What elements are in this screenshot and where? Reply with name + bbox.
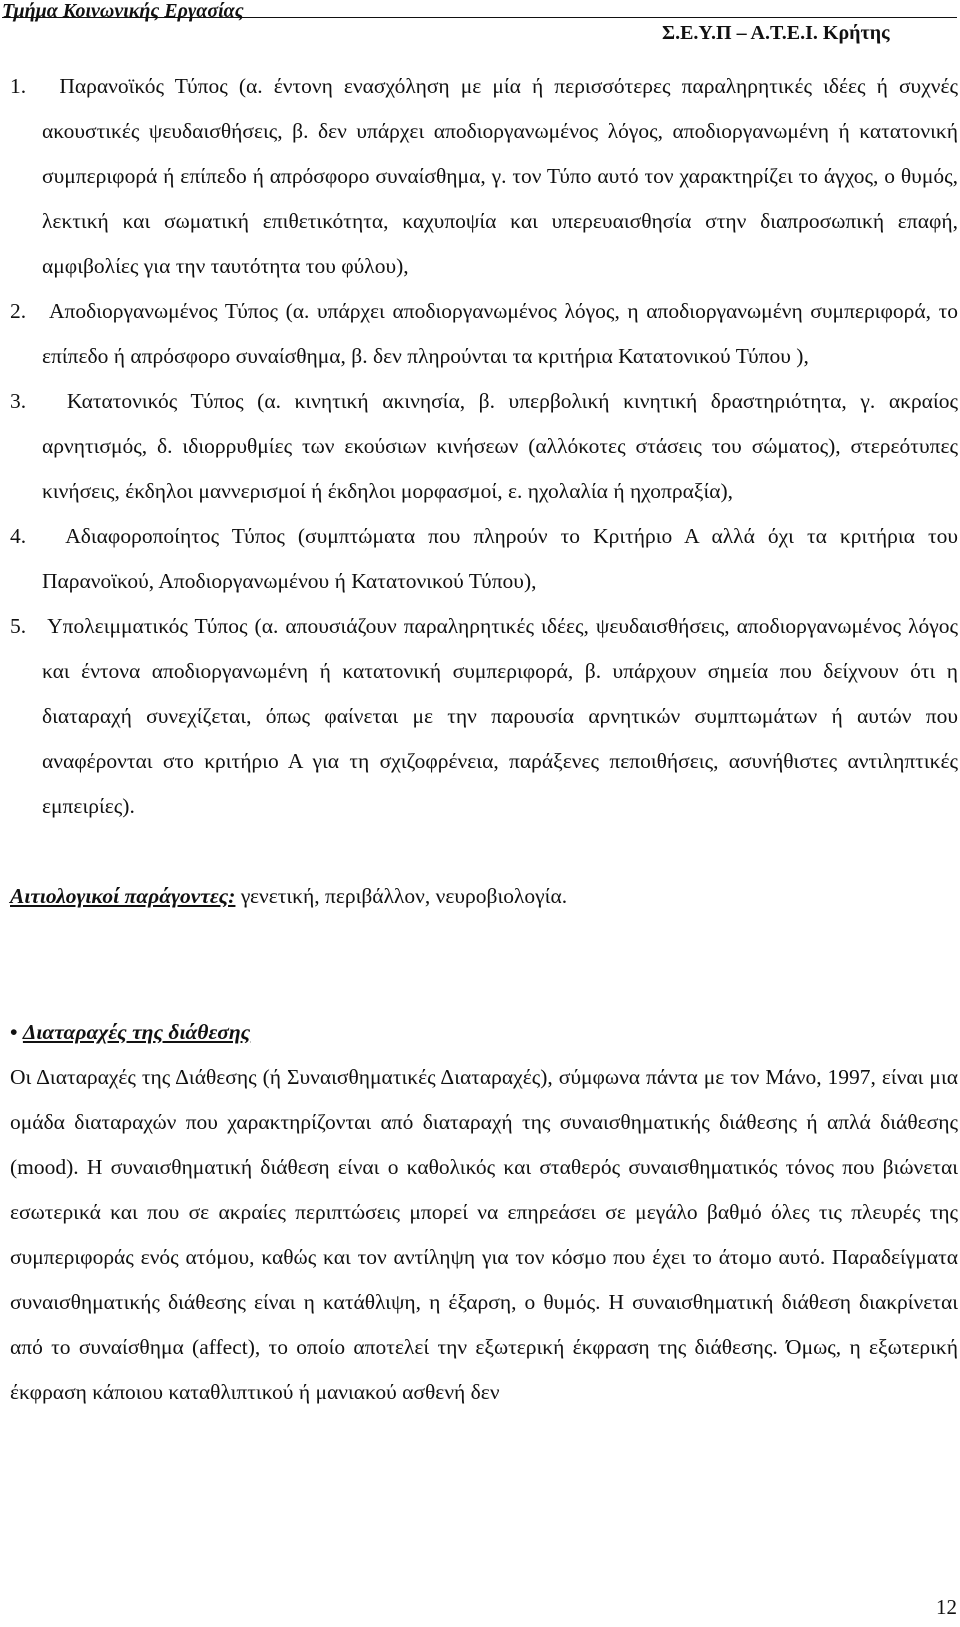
list-item-text: Παρανοϊκός Τύπος (α. έντονη ενασχόληση με μία ή περισσότερες παραληρητικές ιδέες ή συχνές ακουστικές ψευδαισθήσεις, β. δεν υπάρχει αποδιοργανωμένος λόγος, αποδιοργανωμένη ή κατατονική συμπεριφορά ή επίπεδο ή απρόσφορο συναίσθημα, γ. τον Τύπο αυτό τον χαρακτηρίζει το άγχος, ο θυμός, λεκτική και σωματική επιθετικότητα, καχυποψία και υπερευαισθησία στην διαπροσωπική επαφή, αμφιβολίες για την ταυτότητα του φύλου), (42, 74, 958, 278)
list-item (10, 64, 958, 289)
list-item-text: Αδιαφοροποίητος Τύπος (συμπτώματα που πληρούν το Κριτήριο Α αλλά όχι τα κριτήρια του Παρανοϊκού, Αποδιοργανωμένου ή Κατατονικού Τύπου), (42, 524, 958, 593)
bullet-icon: • (10, 1020, 18, 1044)
section-heading (10, 1010, 958, 1055)
institution-title: Σ.Ε.Υ.Π – Α.Τ.Ε.Ι. Κρήτης (662, 22, 890, 44)
body-paragraph: Οι Διαταραχές της Διάθεσης (ή Συναισθηματικές Διαταραχές), σύμφωνα πάντα με τον Μάνο, 1997, είναι μια ομάδα διαταραχών που χαρακτηρίζονται από διαταραχή της συναισθηματικής διάθεσης ή απλά διάθεσης (mood). Η συναισθηματική διάθεση είναι ο καθολικός και σταθερός συναισθηματικός τόνος που βιώνεται εσωτερικά και που σε ακραίες περιπτώσεις μπορεί να επηρεάσει σε μεγάλο βαθμό όλες τις πλευρές της συμπεριφοράς ενός ατόμου, καθώς και τον αντίληψη για τον κόσμο που έχει το άτομο αυτό. Παραδείγματα συναισθηματικής διάθεσης είναι η κατάθλιψη, η έξαρση, ο θυμός. Η συναισθηματική διάθεση διακρίνεται από το συναίσθημα (affect), το οποίο αποτελεί την εξωτερική έκφραση της διάθεσης. Όμως, η εξωτερική έκφραση κάποιου καταθλιπτικού ή μανιακού ασθενή δεν (10, 1065, 958, 1404)
list-item-number: 4. (10, 524, 27, 548)
header-divider (2, 17, 957, 18)
section-heading-text: Διαταραχές της διάθεσης (22, 1020, 251, 1044)
department-title: Τμήμα Κοινωνικής Εργασίας (2, 0, 244, 22)
list-item-number: 3. (10, 389, 27, 413)
list-item-number: 2. (10, 299, 27, 323)
list-item (10, 379, 958, 514)
list-item-text: Κατατονικός Τύπος (α. κινητική ακινησία, β. υπερβολική κινητική δραστηριότητα, γ. ακραίος αρνητισμός, δ. ιδιορρυθμίες των εκούσιων κινήσεων (αλλόκοτες στάσεις του σώματος), στερεότυπες κινήσεις, έκδηλοι μαννερισμοί ή έκδηλοι μορφασμοί, ε. ηχολαλία ή ηχοπραξία), (42, 389, 958, 503)
list-item-number: 5. (10, 614, 27, 638)
etiology-label: Αιτιολογικοί παράγοντες: (10, 884, 236, 908)
document-body (10, 64, 958, 1415)
list-item (10, 289, 958, 379)
etiology-paragraph (10, 874, 958, 919)
spacer (10, 829, 958, 874)
list-item-text: Υπολειμματικός Τύπος (α. απουσιάζουν παραληρητικές ιδέες, ψευδαισθήσεις, αποδιοργανωμένος λόγος και έντονα αποδιοργανωμένη ή κατατονική συμπεριφορά, β. υπάρχουν σημεία που δείχνουν ότι η διαταραχή συνεχίζεται, όπως φαίνεται με την παρουσία αρνητικών συμπτωμάτων ή αυτών που αναφέρονται στο κριτήριο Α για τη σχιζοφρένεια, παράξενες πεποιθήσεις, ασυνήθιστες αντιληπτικές εμπειρίες). (42, 614, 959, 818)
page-number: 12 (936, 1595, 957, 1619)
list-item (10, 604, 958, 829)
list-item (10, 514, 958, 604)
page-header (0, 0, 960, 46)
list-item-text: Αποδιοργανωμένος Τύπος (α. υπάρχει αποδιοργανωμένος λόγος, η αποδιοργανωμένη συμπεριφορά, το επίπεδο ή απρόσφορο συναίσθημα, β. δεν πληρούνται τα κριτήρια Κατατονικού Τύπου ), (42, 299, 958, 368)
etiology-text: γενετική, περιβάλλον, νευροβιολογία. (235, 884, 568, 908)
list-item-number: 1. (10, 74, 27, 98)
spacer (10, 919, 958, 1010)
